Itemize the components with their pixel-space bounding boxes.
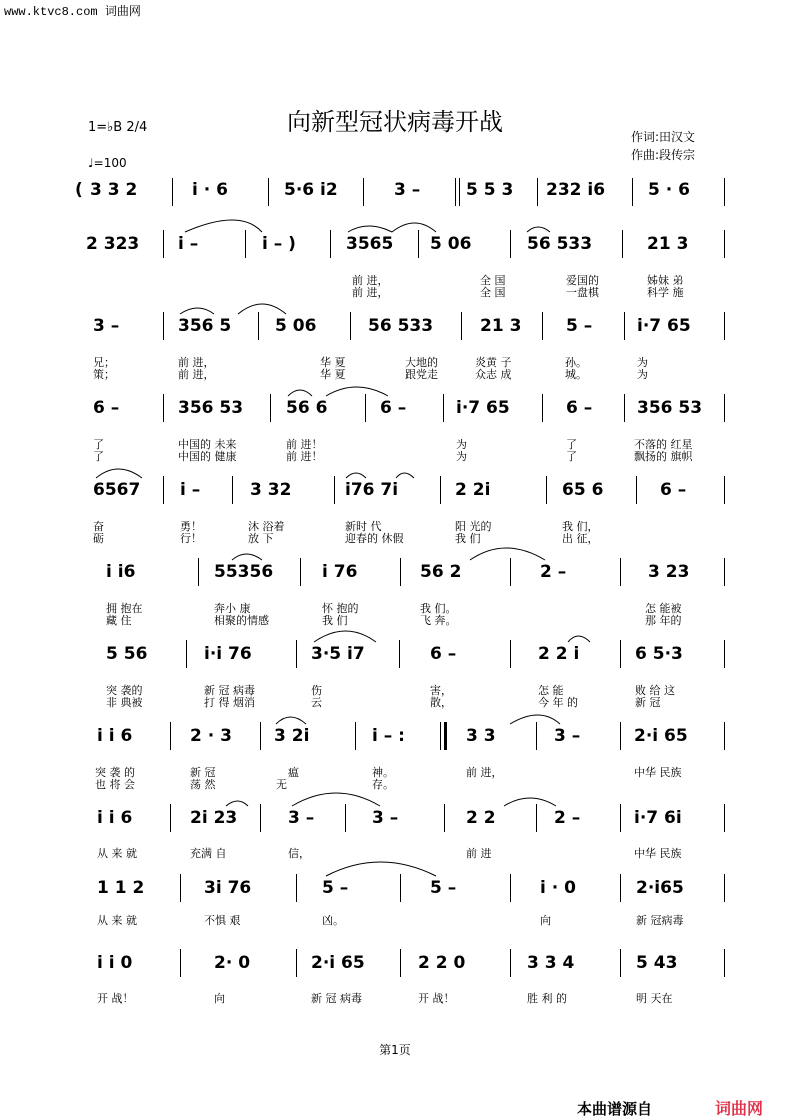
note-group: 3i 76 xyxy=(204,878,252,898)
lyric: 前 进 xyxy=(466,847,492,860)
note-group: 6567 xyxy=(93,480,141,500)
lyric: 存。 xyxy=(372,778,394,791)
lyric: 前 进， xyxy=(178,356,215,369)
lyric: 中国的 健康 xyxy=(178,450,237,463)
lyric: 了 xyxy=(566,438,577,451)
lyric: 新 冠 病毒 xyxy=(204,684,255,697)
lyric: 凶。 xyxy=(322,914,344,927)
page-title: 向新型冠状病毒开战 xyxy=(287,108,503,136)
note-group: i i 6 xyxy=(97,726,133,746)
lyric: 瘟 xyxy=(288,766,299,779)
note-group: 5 43 xyxy=(636,953,678,973)
lyric: 怎 能被 xyxy=(645,602,682,615)
lyric: 中华 民族 xyxy=(634,847,682,860)
note-group: 5 06 xyxy=(275,316,317,336)
note-group: 5 · 6 xyxy=(648,180,690,200)
note-group: 56 533 xyxy=(368,316,434,336)
note-group: 6 – xyxy=(93,398,120,418)
note-group: 5 5 3 xyxy=(466,180,514,200)
lyric: 向 xyxy=(214,992,225,1005)
lyric: 不落的 红星 xyxy=(634,438,693,451)
lyric: 神。 xyxy=(372,766,394,779)
lyric: 突 袭的 xyxy=(106,684,143,697)
lyric: 败 给 这 xyxy=(635,684,675,697)
note-group: 2 2 i xyxy=(538,644,580,664)
lyric: 勇！ xyxy=(180,520,202,533)
note-group: 5 06 xyxy=(430,234,472,254)
lyric: 孙。 xyxy=(565,356,587,369)
note-group: 21 3 xyxy=(480,316,522,336)
lyric: 怎 能 xyxy=(538,684,564,697)
lyric: 前 进！ xyxy=(286,438,323,451)
note-group: 2 – xyxy=(554,808,581,828)
lyric: 那 年的 xyxy=(645,614,682,627)
lyric: 荡 然 xyxy=(190,778,216,791)
lyric: 开 战！ xyxy=(418,992,455,1005)
lyric: 新时 代 xyxy=(345,520,382,533)
lyric: 我 们， xyxy=(562,520,599,533)
lyric: 爱国的 xyxy=(566,274,599,287)
lyric: 华 夏 xyxy=(320,368,346,381)
lyric: 新 冠病毒 xyxy=(636,914,684,927)
lyric: 奋 xyxy=(93,520,104,533)
lyric: 我 们。 xyxy=(420,602,457,615)
note-group: 2·i 65 xyxy=(311,953,365,973)
lyric: 开 战！ xyxy=(97,992,134,1005)
note-group: i · 0 xyxy=(540,878,576,898)
note-group: 2 323 xyxy=(86,234,140,254)
key-signature: 1=♭B 2/4 xyxy=(88,120,148,135)
note-group: 3 – xyxy=(554,726,581,746)
lyric: 众志 成 xyxy=(475,368,512,381)
lyric: 了 xyxy=(566,450,577,463)
lyric: 云 xyxy=(311,696,322,709)
lyric: 散， xyxy=(430,696,452,709)
lyric: 我 们 xyxy=(322,614,348,627)
note-group: 3 – xyxy=(288,808,315,828)
lyric: 也 将 会 xyxy=(95,778,135,791)
note-group: 5 – xyxy=(322,878,349,898)
lyric: 前 进， xyxy=(352,274,389,287)
note-group: 232 i6 xyxy=(546,180,606,200)
note-group: 3 – xyxy=(372,808,399,828)
lyric: 沐 浴着 xyxy=(248,520,285,533)
lyricist-credit: 作词:田汉文 xyxy=(631,130,696,144)
note-group: 3 23 xyxy=(648,562,690,582)
note-group: i · 6 xyxy=(192,180,228,200)
lyric: 明 天在 xyxy=(636,992,673,1005)
lyric: 新 冠 病毒 xyxy=(311,992,362,1005)
page-number: 第1页 xyxy=(379,1043,411,1057)
lyric: 城。 xyxy=(565,368,587,381)
composer-credit: 作曲:段传宗 xyxy=(631,148,696,162)
lyric: 向 xyxy=(540,914,551,927)
lyric: 奔小 康 xyxy=(214,602,251,615)
note-group: i·7 6i xyxy=(634,808,682,828)
note-group: 6 – xyxy=(380,398,407,418)
lyric: 藏 住 xyxy=(106,614,132,627)
note-group: i – : xyxy=(372,726,405,746)
note-group: 3 3 2 xyxy=(90,180,138,200)
lyric: 前 进， xyxy=(352,286,389,299)
note-group: i·i 76 xyxy=(204,644,252,664)
lyric: 无 xyxy=(276,778,287,791)
note-group: 3 3 xyxy=(466,726,496,746)
lyric: 为 xyxy=(637,356,648,369)
lyric: 前 进！ xyxy=(286,450,323,463)
lyric: 一盘棋 xyxy=(566,286,599,299)
source-label: 本曲谱源自 xyxy=(577,1100,653,1118)
lyric: 全 国 xyxy=(480,286,506,299)
lyric: 炎黄 子 xyxy=(475,356,512,369)
note-group: 56 6 xyxy=(286,398,328,418)
note-group: 21 3 xyxy=(647,234,689,254)
note-group: i – xyxy=(180,480,201,500)
note-group: 6 5·3 xyxy=(635,644,683,664)
note-group: i76 7i xyxy=(345,480,399,500)
note-group: 3565 xyxy=(346,234,394,254)
note-group: 2·i65 xyxy=(636,878,684,898)
lyric: 害， xyxy=(430,684,452,697)
site-watermark: www.ktvc8.com 词曲网 xyxy=(4,5,141,19)
lyric: 中华 民族 xyxy=(634,766,682,779)
note-group: i 76 xyxy=(322,562,358,582)
lyric: 前 进， xyxy=(178,368,215,381)
brand-logo[interactable]: 词曲网 xyxy=(715,1099,764,1118)
lyric: 科学 施 xyxy=(647,286,684,299)
lyric: 放 下 xyxy=(248,532,274,545)
lyric: 飘扬的 旗帜 xyxy=(634,450,693,463)
lyric: 了 xyxy=(93,438,104,451)
note-group: 5 – xyxy=(566,316,593,336)
note-group: i i6 xyxy=(106,562,136,582)
lyric: 我 们 xyxy=(455,532,481,545)
note-group: 3 – xyxy=(394,180,421,200)
note-group: 6 – xyxy=(660,480,687,500)
lyric: 阳 光的 xyxy=(455,520,492,533)
lyric: 胜 利 的 xyxy=(527,992,567,1005)
note-group: 56 2 xyxy=(420,562,462,582)
lyric: 新 冠 xyxy=(635,696,661,709)
lyric: 为 xyxy=(456,450,467,463)
note-group: 3 – xyxy=(93,316,120,336)
note-group: 1 1 2 xyxy=(97,878,145,898)
note-group: 3 32 xyxy=(250,480,292,500)
note-group: 2 2i xyxy=(455,480,491,500)
lyric: 行！ xyxy=(180,532,202,545)
lyric: 从 来 就 xyxy=(97,914,137,927)
tempo-mark: ♩=100 xyxy=(88,156,127,170)
lyric: 全 国 xyxy=(480,274,506,287)
note-group: 65 6 xyxy=(562,480,604,500)
note-group: i – ) xyxy=(262,234,296,254)
note-group: 356 5 xyxy=(178,316,232,336)
lyric: 新 冠 xyxy=(190,766,216,779)
note-group: 2i 23 xyxy=(190,808,238,828)
lyric: 前 进， xyxy=(466,766,503,779)
note-group: 5·6 i2 xyxy=(284,180,338,200)
lyric: 充满 自 xyxy=(190,847,227,860)
note-group: i i 6 xyxy=(97,808,133,828)
lyric: 今 年 的 xyxy=(538,696,578,709)
lyric: 拥 抱在 xyxy=(106,602,143,615)
note-group: 2·i 65 xyxy=(634,726,688,746)
note-group: i·7 65 xyxy=(456,398,510,418)
note-group: 2 – xyxy=(540,562,567,582)
lyric: 砺 xyxy=(93,532,104,545)
note-group: 56 533 xyxy=(527,234,593,254)
lyric: 策； xyxy=(93,368,115,381)
note-group: 2· 0 xyxy=(214,953,251,973)
note-group: ( xyxy=(75,180,83,200)
lyric: 出 征， xyxy=(562,532,599,545)
lyric: 为 xyxy=(456,438,467,451)
lyric: 中国的 未来 xyxy=(178,438,237,451)
lyric: 打 得 烟消 xyxy=(204,696,255,709)
lyric: 为 xyxy=(637,368,648,381)
lyric: 不惧 艰 xyxy=(204,914,241,927)
lyric: 兄； xyxy=(93,356,115,369)
lyric: 了 xyxy=(93,450,104,463)
lyric: 突 袭 的 xyxy=(95,766,135,779)
lyric: 从 来 就 xyxy=(97,847,137,860)
note-group: 5 – xyxy=(430,878,457,898)
lyric: 信， xyxy=(288,847,310,860)
lyric: 迎春的 休假 xyxy=(345,532,404,545)
lyric: 非 典被 xyxy=(106,696,143,709)
note-group: i i 0 xyxy=(97,953,133,973)
lyric: 相聚的情感 xyxy=(214,614,269,627)
note-group: i – xyxy=(178,234,199,254)
lyric: 飞 奔。 xyxy=(420,614,457,627)
lyric: 伤 xyxy=(311,684,322,697)
note-group: 2 2 xyxy=(466,808,496,828)
note-group: 6 – xyxy=(430,644,457,664)
note-group: 2 · 3 xyxy=(190,726,232,746)
lyric: 大地的 xyxy=(405,356,438,369)
note-group: 3 3 4 xyxy=(527,953,575,973)
note-group: 2 2 0 xyxy=(418,953,466,973)
note-group: 5 56 xyxy=(106,644,148,664)
lyric: 华 夏 xyxy=(320,356,346,369)
lyric: 怀 抱的 xyxy=(322,602,359,615)
note-group: 3 2i xyxy=(274,726,310,746)
note-group: 55356 xyxy=(214,562,274,582)
note-group: 6 – xyxy=(566,398,593,418)
note-group: i·7 65 xyxy=(637,316,691,336)
lyric: 姊妹 弟 xyxy=(647,274,684,287)
lyric: 跟党走 xyxy=(405,368,438,381)
note-group: 356 53 xyxy=(178,398,244,418)
note-group: 356 53 xyxy=(637,398,703,418)
note-group: 3·5 i7 xyxy=(311,644,365,664)
